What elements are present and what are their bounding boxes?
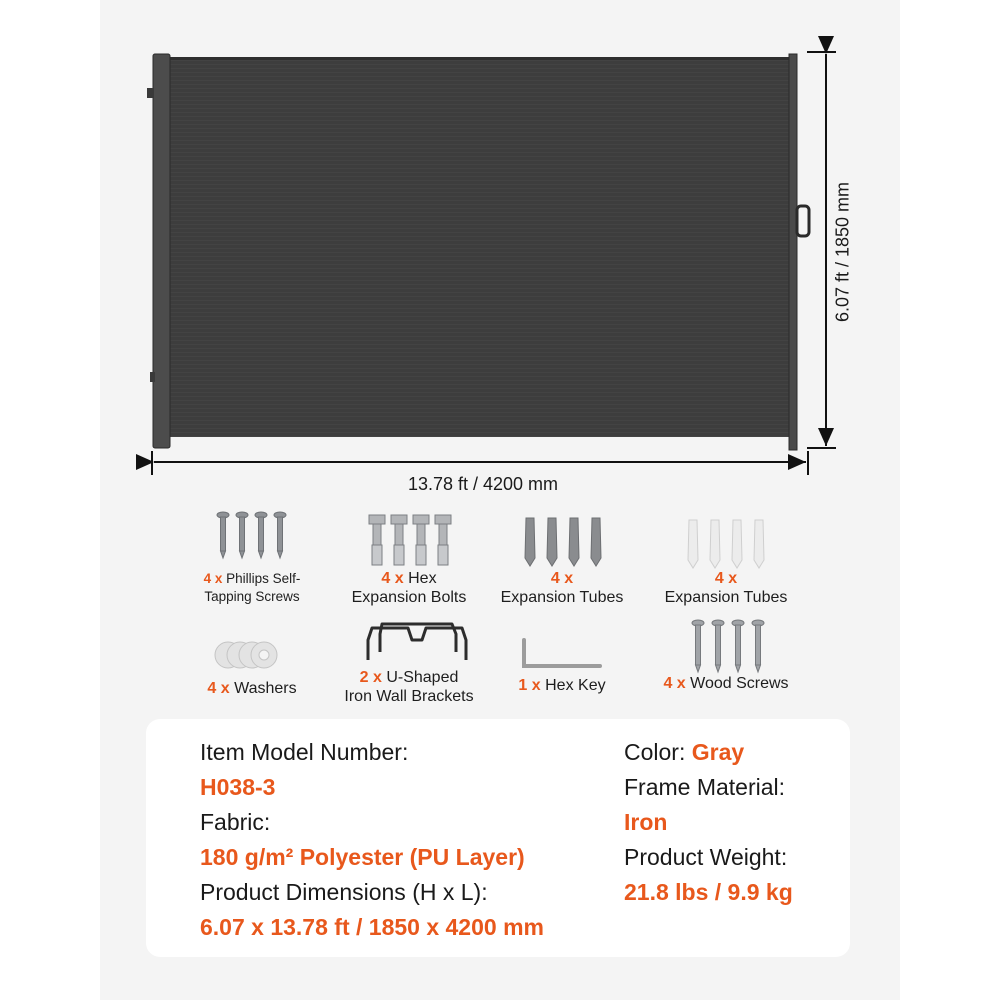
retractable-screen (147, 54, 809, 450)
washer-icon (215, 642, 277, 668)
wood-screw-icon (692, 620, 764, 672)
pull-bar (153, 54, 170, 448)
accessory-phillips-screws (204, 570, 301, 606)
accessory-name: Phillips Self- (226, 571, 301, 586)
height-dimension-label: 6.07 ft / 1850 mm (832, 181, 853, 323)
dimensions-label: Product Dimensions (H x L): (200, 879, 488, 905)
model-number-value: H038-3 (200, 774, 276, 800)
accessory-hex-key (518, 676, 605, 695)
accessory-hex-expansion-bolts (352, 569, 467, 607)
accessory-qty: 4 x (207, 680, 230, 697)
accessory-name: U-Shaped (386, 669, 459, 686)
color-label: Color: (624, 739, 686, 765)
accessory-qty: 4 x (550, 570, 574, 587)
length-dimension-arrow (152, 451, 808, 475)
screen-handle (797, 206, 809, 236)
model-number-label: Item Model Number: (200, 739, 409, 765)
accessory-u-brackets (344, 668, 473, 706)
hex-key-icon (524, 640, 600, 666)
accessory-white-expansion-tubes (665, 569, 788, 607)
frame-material-value: Iron (624, 809, 668, 835)
product-weight-label: Product Weight: (624, 844, 788, 870)
accessory-qty: 4 x (381, 570, 404, 587)
accessory-gray-expansion-tubes (501, 569, 624, 607)
color-value: Gray (691, 739, 745, 765)
cassette-post (789, 54, 797, 450)
accessory-wood-screws (663, 674, 788, 693)
length-dimension-label: 13.78 ft / 4200 mm (407, 474, 559, 494)
accessory-name: Hex Key (545, 677, 606, 694)
white-expansion-tube-icon (688, 520, 764, 568)
accessory-washers (207, 679, 296, 698)
accessory-name-line2: Expansion Tubes (664, 589, 788, 606)
frame-material-label: Frame Material: (624, 774, 786, 800)
screen-top-edge (168, 57, 792, 60)
accessory-qty: 1 x (518, 677, 541, 694)
accessory-name: Washers (234, 680, 297, 697)
dimensions-value: 6.07 x 13.78 ft / 1850 x 4200 mm (200, 914, 544, 940)
phillips-screw-icon (217, 512, 286, 558)
accessory-name: Hex (408, 570, 437, 587)
accessory-name-line2: Expansion Tubes (500, 589, 624, 606)
hex-expansion-bolt-icon (369, 515, 451, 565)
screen-fabric (168, 58, 792, 437)
u-bracket-icon (368, 624, 466, 660)
fabric-label: Fabric: (200, 809, 271, 835)
gray-expansion-tube-icon (525, 518, 601, 566)
accessory-name-line2: Expansion Bolts (351, 589, 467, 606)
accessory-qty: 2 x (359, 669, 382, 686)
accessory-qty: 4 x (714, 570, 738, 587)
fabric-value: 180 g/m² Polyester (PU Layer) (200, 844, 525, 870)
accessory-name-line2: Tapping Screws (204, 589, 300, 604)
accessory-qty: 4 x (203, 571, 223, 586)
accessory-name: Wood Screws (690, 675, 789, 692)
accessory-name-line2: Iron Wall Brackets (344, 688, 474, 705)
accessory-qty: 4 x (663, 675, 686, 692)
color-row (624, 738, 744, 766)
product-weight-value: 21.8 lbs / 9.9 kg (624, 879, 793, 905)
